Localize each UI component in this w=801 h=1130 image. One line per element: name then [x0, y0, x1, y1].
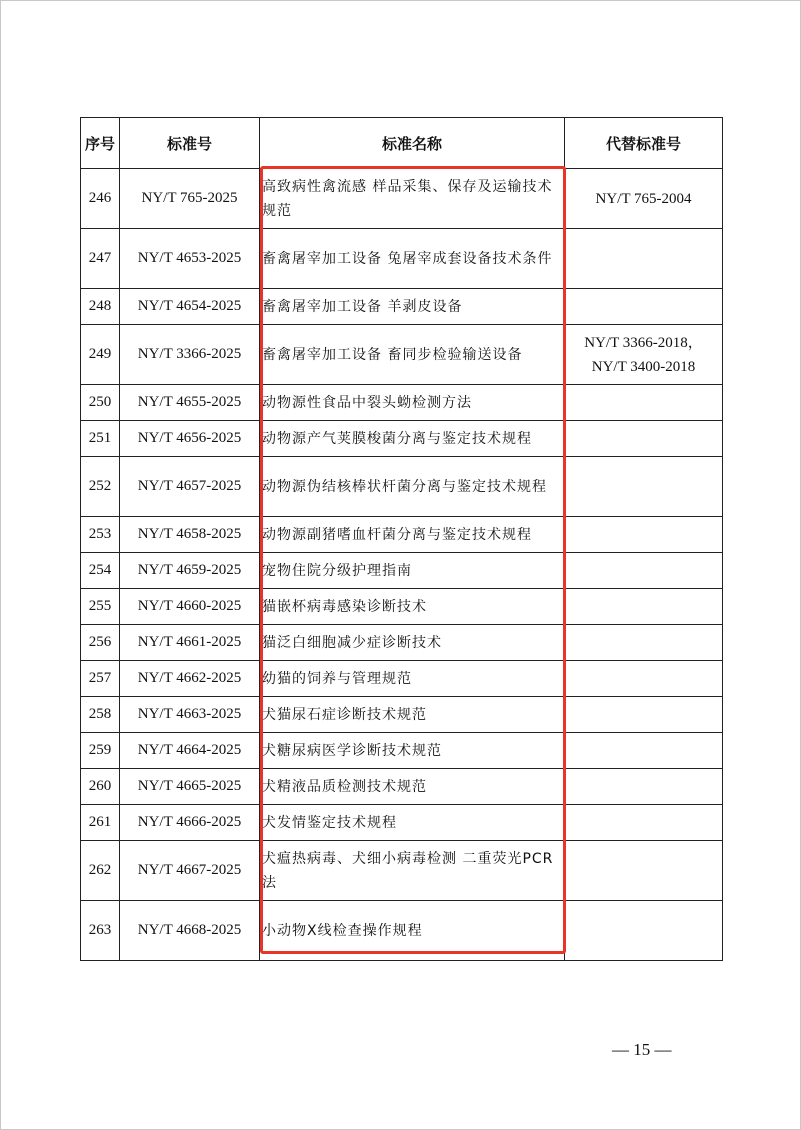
cell-name: 畜禽屠宰加工设备 羊剥皮设备 — [260, 289, 565, 325]
cell-seq: 252 — [81, 457, 120, 517]
cell-name: 高致病性禽流感 样品采集、保存及运输技术规范 — [260, 169, 565, 229]
cell-seq: 256 — [81, 625, 120, 661]
cell-replaces — [565, 625, 723, 661]
cell-seq: 262 — [81, 841, 120, 901]
cell-replaces — [565, 457, 723, 517]
cell-replaces: NY/T 3366-2018，NY/T 3400-2018 — [565, 325, 723, 385]
cell-replaces — [565, 901, 723, 961]
cell-code: NY/T 4667-2025 — [120, 841, 260, 901]
cell-name: 畜禽屠宰加工设备 畜同步检验输送设备 — [260, 325, 565, 385]
cell-replaces — [565, 697, 723, 733]
cell-code: NY/T 4658-2025 — [120, 517, 260, 553]
cell-replaces — [565, 661, 723, 697]
table-row — [81, 169, 723, 229]
table-row — [81, 517, 723, 553]
cell-code: NY/T 4666-2025 — [120, 805, 260, 841]
table-row — [81, 661, 723, 697]
cell-seq: 259 — [81, 733, 120, 769]
cell-replaces — [565, 385, 723, 421]
table-row — [81, 589, 723, 625]
cell-name: 动物源性食品中裂头蚴检测方法 — [260, 385, 565, 421]
cell-code: NY/T 4659-2025 — [120, 553, 260, 589]
cell-seq: 255 — [81, 589, 120, 625]
cell-seq: 247 — [81, 229, 120, 289]
cell-name: 犬发情鉴定技术规程 — [260, 805, 565, 841]
cell-code: NY/T 4664-2025 — [120, 733, 260, 769]
cell-name: 畜禽屠宰加工设备 兔屠宰成套设备技术条件 — [260, 229, 565, 289]
table-row — [81, 733, 723, 769]
cell-code: NY/T 4653-2025 — [120, 229, 260, 289]
cell-seq: 261 — [81, 805, 120, 841]
header-seq: 序号 — [81, 118, 120, 169]
table-row — [81, 805, 723, 841]
cell-code: NY/T 4663-2025 — [120, 697, 260, 733]
cell-replaces — [565, 229, 723, 289]
cell-code: NY/T 3366-2025 — [120, 325, 260, 385]
table-row — [81, 457, 723, 517]
table-row — [81, 385, 723, 421]
cell-replaces — [565, 805, 723, 841]
cell-code: NY/T 4656-2025 — [120, 421, 260, 457]
cell-seq: 251 — [81, 421, 120, 457]
cell-replaces — [565, 421, 723, 457]
header-code: 标准号 — [120, 118, 260, 169]
cell-code: NY/T 4665-2025 — [120, 769, 260, 805]
cell-name: 犬糖尿病医学诊断技术规范 — [260, 733, 565, 769]
table-row — [81, 229, 723, 289]
cell-name: 宠物住院分级护理指南 — [260, 553, 565, 589]
cell-replaces — [565, 589, 723, 625]
header-name: 标准名称 — [260, 118, 565, 169]
cell-code: NY/T 765-2025 — [120, 169, 260, 229]
cell-name: 犬瘟热病毒、犬细小病毒检测 二重荧光PCR法 — [260, 841, 565, 901]
cell-code: NY/T 4655-2025 — [120, 385, 260, 421]
cell-seq: 253 — [81, 517, 120, 553]
cell-seq: 250 — [81, 385, 120, 421]
table-row — [81, 553, 723, 589]
cell-name: 幼猫的饲养与管理规范 — [260, 661, 565, 697]
table-row — [81, 769, 723, 805]
page-number: — 15 — — [612, 1040, 672, 1059]
cell-seq: 257 — [81, 661, 120, 697]
cell-name: 动物源伪结核棒状杆菌分离与鉴定技术规程 — [260, 457, 565, 517]
table-row — [81, 421, 723, 457]
cell-seq: 263 — [81, 901, 120, 961]
cell-replaces — [565, 553, 723, 589]
table-row — [81, 625, 723, 661]
cell-name: 猫泛白细胞减少症诊断技术 — [260, 625, 565, 661]
table-row — [81, 325, 723, 385]
cell-name: 犬猫尿石症诊断技术规范 — [260, 697, 565, 733]
cell-seq: 249 — [81, 325, 120, 385]
cell-replaces — [565, 733, 723, 769]
cell-name: 动物源产气荚膜梭菌分离与鉴定技术规程 — [260, 421, 565, 457]
table-row — [81, 697, 723, 733]
cell-code: NY/T 4654-2025 — [120, 289, 260, 325]
cell-replaces — [565, 841, 723, 901]
cell-replaces: NY/T 765-2004 — [565, 169, 723, 229]
cell-seq: 254 — [81, 553, 120, 589]
cell-replaces — [565, 517, 723, 553]
cell-code: NY/T 4662-2025 — [120, 661, 260, 697]
standards-table — [80, 117, 723, 961]
cell-code: NY/T 4661-2025 — [120, 625, 260, 661]
cell-seq: 258 — [81, 697, 120, 733]
cell-seq: 248 — [81, 289, 120, 325]
cell-replaces — [565, 289, 723, 325]
table-row — [81, 289, 723, 325]
header-replaces: 代替标准号 — [565, 118, 723, 169]
cell-name: 猫嵌杯病毒感染诊断技术 — [260, 589, 565, 625]
table-header-row — [81, 118, 723, 169]
cell-replaces — [565, 769, 723, 805]
cell-code: NY/T 4668-2025 — [120, 901, 260, 961]
cell-seq: 260 — [81, 769, 120, 805]
cell-seq: 246 — [81, 169, 120, 229]
table-row — [81, 901, 723, 961]
cell-name: 动物源副猪嗜血杆菌分离与鉴定技术规程 — [260, 517, 565, 553]
cell-code: NY/T 4660-2025 — [120, 589, 260, 625]
table-row — [81, 841, 723, 901]
cell-name: 犬精液品质检测技术规范 — [260, 769, 565, 805]
cell-code: NY/T 4657-2025 — [120, 457, 260, 517]
cell-name: 小动物X线检查操作规程 — [260, 901, 565, 961]
